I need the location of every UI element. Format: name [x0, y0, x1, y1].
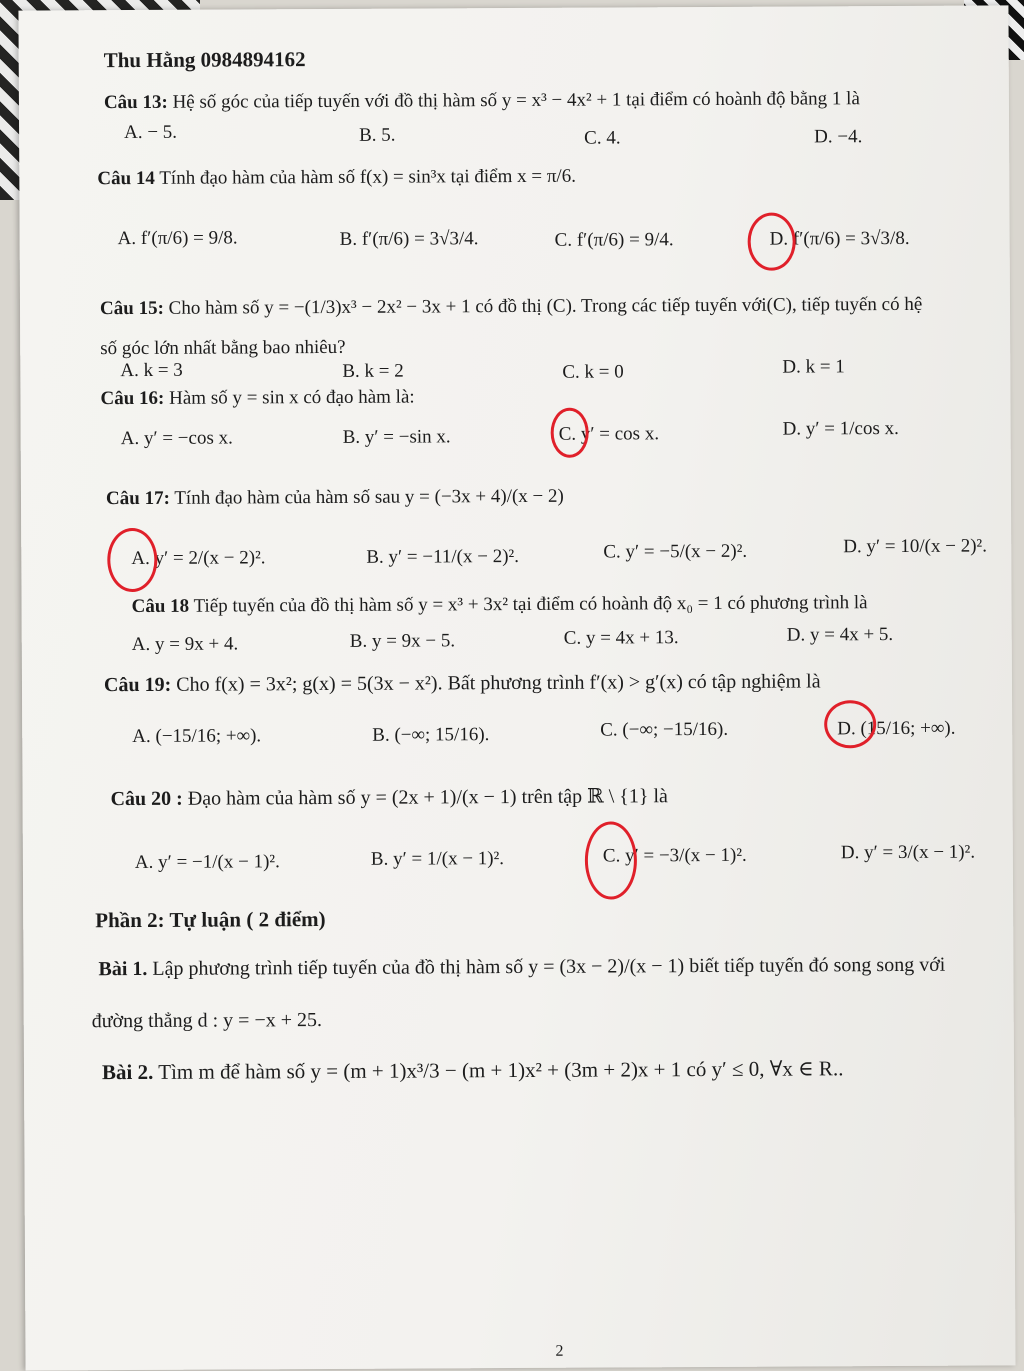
question-17: Câu 17: Tính đạo hàm của hàm số sau y = (−3x + 4)/(x − 2) [105, 485, 564, 510]
q15-option-a: A. k = 3 [120, 359, 183, 382]
q18-option-d: D. y = 4x + 5. [786, 624, 894, 646]
question-16: Câu 16: Hàm số y = sin x có đạo hàm là: [100, 386, 415, 410]
q15-option-d: D. k = 1 [782, 356, 845, 378]
bai2: Bài 2. Tìm m để hàm số y = (m + 1)x³/3 − (m + 1)x² + (3m + 2)x + 1 có y′ ≤ 0, ∀x ∈ R.. [101, 1056, 844, 1085]
q16-option-b: B. y′ = −sin x. [342, 426, 451, 448]
q17-option-b: B. y′ = −11/(x − 2)². [366, 545, 520, 568]
question-19: Câu 19: Cho f(x) = 3x²; g(x) = 5(3x − x²). Bất phương trình f′(x) > g′(x) có tập nghiệm là [103, 670, 821, 697]
pen-circle-q20-c [585, 821, 637, 899]
question-18: Câu 18 Tiếp tuyến của đồ thị hàm số y = x³ + 3x² tại điểm có hoành độ x₀ = 1 có phương trình là [131, 592, 868, 618]
q14-option-c: C. f′(π/6) = 9/4. [554, 229, 674, 251]
q18-option-a: A. y = 9x + 4. [131, 633, 239, 656]
q14-option-d: D. f′(π/6) = 3√3/8. [769, 227, 910, 250]
bai1-cont: đường thẳng d : y = −x + 25. [91, 1009, 323, 1033]
q13-option-a: A. − 5. [124, 121, 178, 144]
q14-option-b: B. f′(π/6) = 3√3/4. [339, 228, 479, 250]
q13-option-c: C. 4. [584, 127, 621, 149]
bai1: Bài 1. Lập phương trình tiếp tuyến của đồ thị hàm số y = (3x − 2)/(x − 1) biết tiếp tuyến đó song song với [98, 953, 946, 981]
q15-option-b: B. k = 2 [342, 360, 404, 382]
q16-option-c: C. y′ = cos x. [558, 423, 660, 445]
q20-option-c: C. y′ = −3/(x − 1)². [602, 844, 747, 867]
q17-option-a: A. y′ = 2/(x − 2)². [131, 547, 266, 570]
pen-circle-q16-c [551, 408, 589, 458]
page-number: 2 [555, 1342, 564, 1360]
q20-option-a: A. y′ = −1/(x − 1)². [134, 851, 280, 874]
q16-option-a: A. y′ = −cos x. [120, 427, 233, 450]
header-title: Thu Hằng 0984894162 [103, 47, 306, 73]
q20-option-d: D. y′ = 3/(x − 1)². [840, 841, 976, 864]
exam-page [18, 5, 1015, 1370]
q16-option-d: D. y′ = 1/cos x. [782, 417, 899, 440]
q14-option-a: A. f′(π/6) = 9/8. [117, 227, 238, 250]
question-13: Câu 13: Hệ số góc của tiếp tuyến với đồ thị hàm số y = x³ − 4x² + 1 tại điểm có hoành độ bằng 1 là [103, 88, 860, 114]
q13-option-d: D. −4. [814, 126, 863, 148]
q19-option-c: C. (−∞; −15/16). [600, 718, 729, 741]
q19-option-d: D. (15/16; +∞). [837, 717, 956, 740]
pen-circle-q14-d [748, 213, 796, 271]
question-20: Câu 20 : Đạo hàm của hàm số y = (2x + 1)/(x − 1) trên tập ℝ \ {1} là [110, 785, 668, 811]
q18-option-b: B. y = 9x − 5. [349, 630, 456, 652]
question-15: Câu 15: Cho hàm số y = −(1/3)x³ − 2x² − 3x + 1 có đồ thị (C). Trong các tiếp tuyến với(C), tiếp tuyến có hệ [99, 293, 923, 320]
question-15-cont: số góc lớn nhất bằng bao nhiêu? [100, 336, 346, 360]
question-14: Câu 14 Tính đạo hàm của hàm số f(x) = sin³x tại điểm x = π/6. [97, 165, 576, 190]
q20-option-b: B. y′ = 1/(x − 1)². [370, 848, 505, 870]
q19-option-b: B. (−∞; 15/16). [372, 724, 490, 746]
q15-option-c: C. k = 0 [562, 361, 624, 383]
q17-option-d: D. y′ = 10/(x − 2)². [843, 535, 988, 558]
pen-circle-q19-d [824, 700, 876, 748]
q18-option-c: C. y = 4x + 13. [563, 627, 679, 649]
pen-circle-q17-a [107, 528, 157, 592]
q13-option-b: B. 5. [359, 124, 396, 146]
q19-option-a: A. (−15/16; +∞). [132, 725, 262, 748]
part2-title: Phần 2: Tự luận ( 2 điểm) [95, 907, 326, 933]
q17-option-c: C. y′ = −5/(x − 2)². [603, 540, 748, 563]
